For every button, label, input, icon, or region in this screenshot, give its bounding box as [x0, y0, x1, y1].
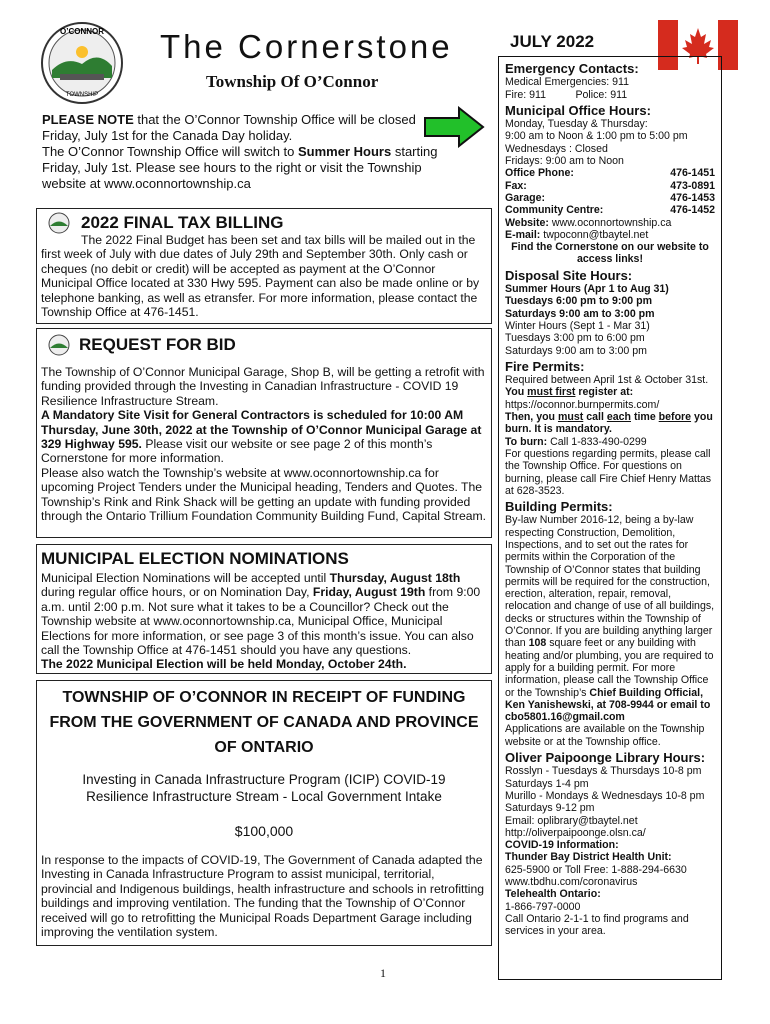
- office-hours-heading: Municipal Office Hours:: [505, 102, 651, 118]
- election-nominations-section: [36, 544, 492, 674]
- tax-billing-section: [36, 208, 492, 324]
- page-number: 1: [380, 966, 386, 980]
- find-online-note: Find the Cornerstone on our website to access links!: [511, 241, 709, 266]
- funding-amount: $100,000: [234, 823, 294, 839]
- covid-line: Call Ontario 2-1-1 to find programs and services in your area.: [505, 912, 689, 938]
- fire-line: You must first register at:: [505, 386, 634, 399]
- funding-section: [36, 680, 492, 946]
- newsletter-subtitle: Township Of O’Connor: [206, 72, 379, 91]
- fire-line: For questions regarding permits, please call the Township Office. For questions on burning, please call Fire Chief Henry Mattas at 628-3523.: [505, 447, 712, 497]
- disposal-line: Winter Hours (Sept 1 - Mar 31): [505, 319, 650, 332]
- funding-heading: TOWNSHIP OF O’CONNOR IN RECEIPT OF FUNDING FROM THE GOVERNMENT OF CANADA AND PROVINCE OF ONTARIO: [49, 689, 479, 756]
- township-logo-icon: [45, 333, 73, 357]
- emergency-line-2: Fire: 911 Police: 911: [505, 88, 628, 101]
- library-heading: Oliver Paipoonge Library Hours:: [505, 750, 706, 766]
- newsletter-title: The Cornerstone: [160, 28, 453, 65]
- township-logo-icon: [45, 211, 73, 235]
- phone-row: Office Phone: 476-1451: [505, 167, 715, 180]
- disposal-heading: Disposal Site Hours:: [505, 267, 633, 283]
- funding-text: In response to the impacts of COVID-19, The Government of Canada adapted the Investing in Canada Infrastructure Program to assist municipal, territorial, provincial and Indigenous buildings, health infrastructure and schools in retrofitting buildings and improving ventilation. The funding that the Township of O’Connor received will go to retrofitting the Municipal Roads Department Garage including improving the ventilation system.: [41, 853, 485, 940]
- building-permits-heading: Building Permits:: [505, 499, 613, 515]
- covid-line: www.tbdhu.com/coronavirus: [505, 876, 638, 888]
- request-for-bid-heading: REQUEST FOR BID: [79, 335, 236, 354]
- library-line: Murillo - Mondays & Wednesdays 10-8 pm: [505, 789, 705, 802]
- office-hours-line: Monday, Tuesday & Thursday:: [505, 118, 648, 131]
- disposal-line: Tuesdays 3:00 pm to 6:00 pm: [505, 332, 645, 345]
- office-hours-line: Wednesdays : Closed: [505, 142, 608, 155]
- request-for-bid-text: The Township of O’Connor Municipal Garage, Shop B, will be getting a retrofit with funding provided through the Investing in Canadian Infrastructure - COVID 19 Resilience Infrastructure Stream. A Mandatory Site Visit for General Contractors is scheduled for 10:00 AM Thursday, June 30th, 2022 at the Township of O’Connor Municipal Garage at 329 Highway 595. Please visit our website or see page 2 of this month’s Cornerstone for more information. Please also watch the Township’s website at www.oconnortownship.ca for upcoming Project Tenders under the Municipal heading, Tenders and Quotes. The Township’s Rink and Rink Shack will be getting an update with funding provided through the Ontario Trillium Foundation Community Building Fund, Capital Stream.: [41, 365, 487, 524]
- tax-billing-heading: 2022 FINAL TAX BILLING: [81, 213, 284, 232]
- svg-text:O’CONNOR: O’CONNOR: [60, 27, 104, 36]
- library-line: Email: oplibrary@tbaytel.net: [505, 814, 638, 827]
- disposal-line: Tuesdays 6:00 pm to 9:00 pm: [505, 295, 652, 308]
- library-line: http://oliverpaipoonge.olsn.ca/: [505, 826, 646, 839]
- covid-line: 1-866-797-0000: [505, 900, 581, 913]
- arrow-right-icon: [423, 106, 485, 148]
- svg-text:TOWNSHIP: TOWNSHIP: [65, 92, 99, 98]
- fire-line: Then, you must call each time before you burn. It is mandatory.: [505, 411, 713, 436]
- issue-month: JULY 2022: [510, 32, 595, 51]
- phone-row: Community Centre: 476-1452: [505, 204, 715, 217]
- email-line: E-mail: twpoconn@tbaytel.net: [505, 228, 649, 241]
- office-hours-line: Fridays: 9:00 am to Noon: [505, 155, 624, 168]
- emergency-line-1: Medical Emergencies: 911: [505, 76, 630, 89]
- emergency-heading: Emergency Contacts:: [505, 61, 639, 76]
- election-heading: MUNICIPAL ELECTION NOMINATIONS: [41, 549, 349, 568]
- fire-line: To burn: Call 1-833-490-0299: [505, 435, 647, 448]
- fire-line: Required between April 1st & October 31st.: [505, 374, 709, 387]
- building-text: Applications are available on the Township website or at the Township office.: [505, 723, 705, 748]
- office-closure-notice: PLEASE NOTE that the O’Connor Township Office will be closed Friday, July 1st for the Canada Day holiday. The O’Connor Township Office will switch to Summer Hours starting Friday, July 1st. Please see hours to the right or visit the Township website at www.oconnortownship.ca: [42, 112, 438, 191]
- sidebar: [498, 56, 722, 980]
- covid-line: Thunder Bay District Health Unit:: [505, 851, 672, 864]
- library-line: Saturdays 1-4 pm: [505, 777, 589, 790]
- disposal-line: Saturdays 9:00 am to 3:00 pm: [505, 344, 647, 357]
- covid-line: Telehealth Ontario:: [505, 888, 601, 901]
- covid-line: COVID-19 Information:: [505, 839, 619, 852]
- phone-row: Fax: 473-0891: [505, 179, 715, 192]
- election-text: Municipal Election Nominations will be accepted until Thursday, August 18th during regular office hours, or on Nomination Day, Friday, August 19th from 9:00 a.m. until 2:00 p.m. Not sure what it takes to be a Councillor? Check out the Township website at www.oconnortownship.ca, Municipal Office, Municipal Elections for more information, or see page 3 of this month’s issue. You can also call the Township Office at 476-1451 should you have any questions. The 2022 Municipal Election will be held Monday, October 24th.: [41, 571, 481, 672]
- building-text: By-law Number 2016-12, being a by-law respecting Construction, Demolition, Inspections, and to set out the rates for permits within the Corporation of the Township of O’Connor states that building permits will be required for the construction, erection, alteration, repair, removal, relocation and change of use of all buildings, decks or structures within the Township of O’Connor. If you are building anything larger than 108 square feet or any building with heating and/or plumbing, you are required to apply for a building permit. For more information, please call the Township Office or the Township’s Chief Building Official, Ken Yanishewski, at 708-9944 or email to cbo5801.16@gmail.com: [505, 514, 715, 724]
- covid-line: 625-5900 or Toll Free: 1-888-294-6630: [505, 863, 687, 876]
- phone-row: Garage: 476-1453: [505, 191, 715, 204]
- funding-program: Investing in Canada Infrastructure Program (ICIP) COVID-19 Resilience Infrastructure Stream - Local Government Intake: [82, 772, 446, 804]
- tax-billing-text: The 2022 Final Budget has been set and tax bills will be mailed out in the first week of July with due dates of July 29th and September 30th. Only cash or cheques (no debit or credit) will be accepted as payment at the O’Connor Municipal Office located at 330 Hwy 595. Payment can also be made online or by telephone banking, as well as etransfer. For more information, please contact the Township Office at 476-1451.: [41, 233, 480, 320]
- office-hours-line: 9:00 am to Noon & 1:00 pm to 5:00 pm: [505, 130, 688, 143]
- library-line: Saturdays 9-12 pm: [505, 802, 595, 815]
- library-line: Rosslyn - Tuesdays & Thursdays 10-8 pm: [505, 765, 702, 778]
- disposal-line: Summer Hours (Apr 1 to Aug 31): [505, 283, 669, 296]
- disposal-line: Saturdays 9:00 am to 3:00 pm: [505, 307, 655, 320]
- township-logo: [36, 20, 128, 106]
- request-for-bid-section: [36, 328, 492, 538]
- website-line: Website: www.oconnortownship.ca: [505, 216, 672, 229]
- fire-permit-url: https://oconnor.burnpermits.com/: [505, 398, 660, 411]
- fire-permits-heading: Fire Permits:: [505, 358, 585, 374]
